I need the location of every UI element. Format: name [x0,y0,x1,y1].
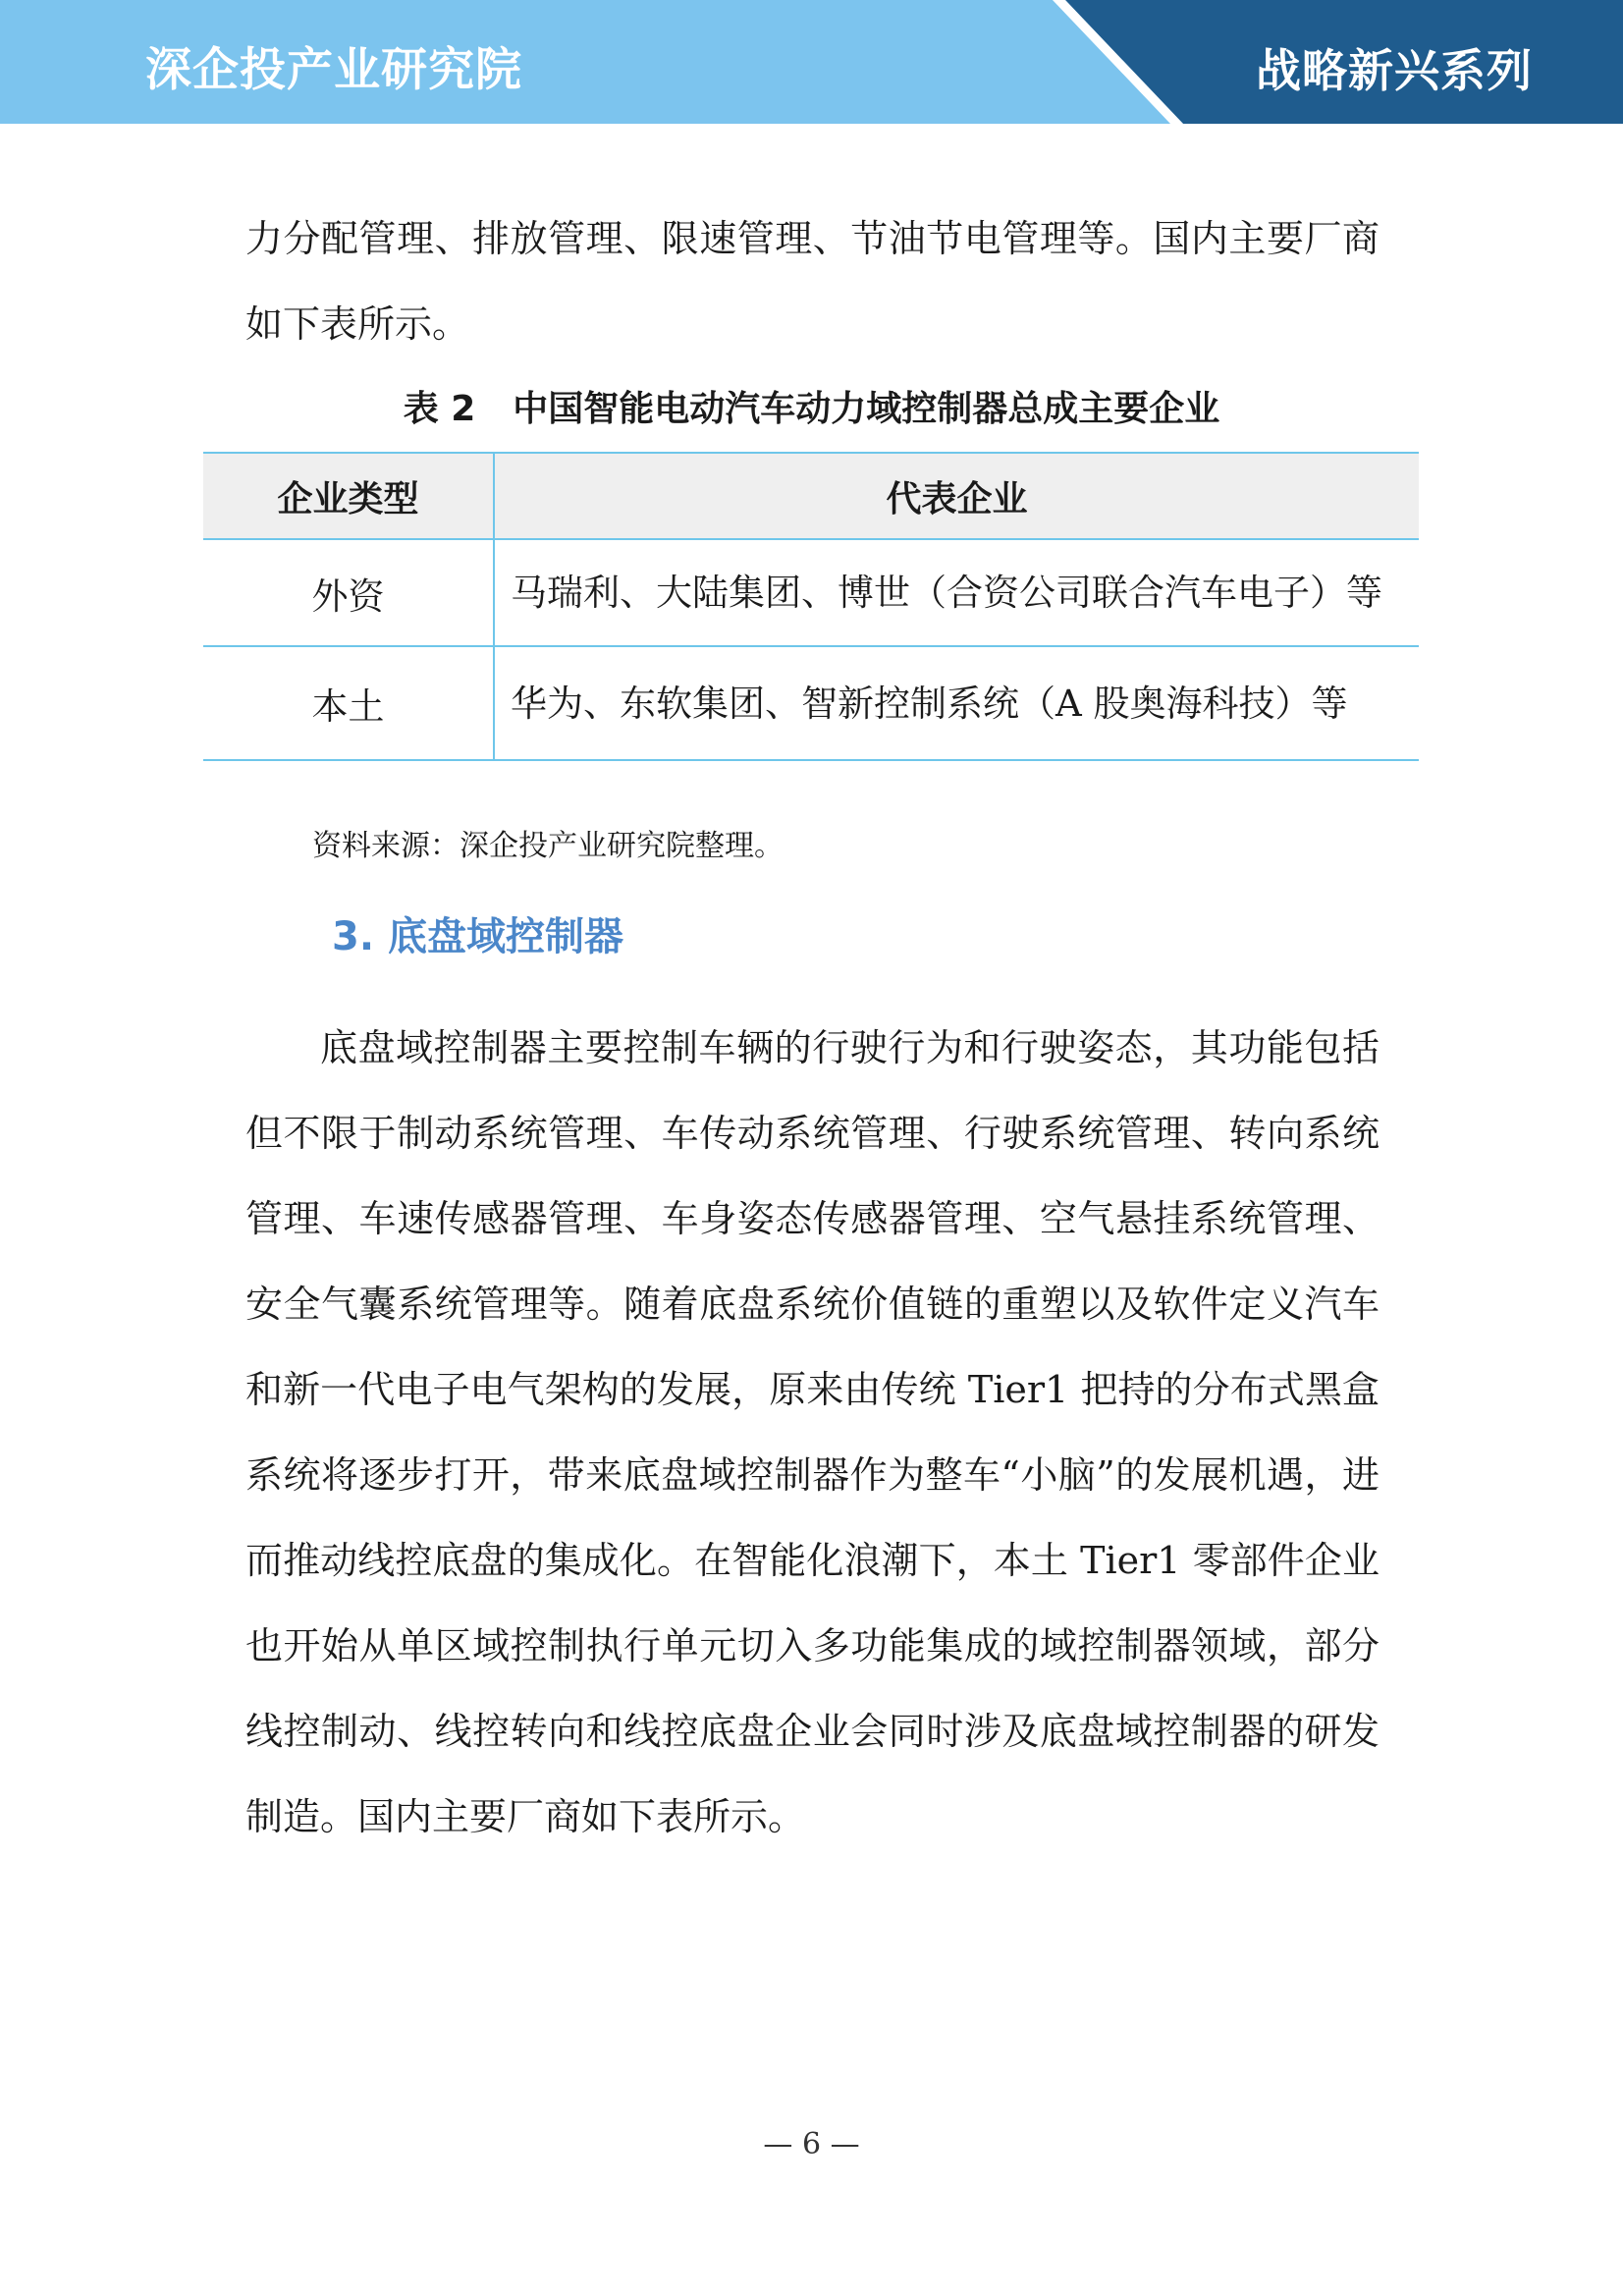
table-header-type: 企业类型 [203,453,494,539]
table-cell-companies: 华为、东软集团、智新控制系统（A 股奥海科技）等 [494,646,1419,760]
header-banner [0,0,1623,124]
table-source-note: 资料来源：深企投产业研究院整理。 [312,829,784,863]
table-header-row [203,453,1419,539]
companies-table [203,452,1419,761]
table-row [203,539,1419,646]
header-series-title: 战略新兴系列 [1256,44,1533,97]
page-number: — 6 — [763,2127,860,2161]
table-caption-number: 表 2 [403,389,476,429]
intro-paragraph: 力分配管理、排放管理、限速管理、节油节电管理等。国内主要厂商如下表所示。 [245,217,1380,346]
table-caption [0,381,1623,431]
table-caption-title: 中国智能电动汽车动力域控制器总成主要企业 [513,389,1220,429]
chassis-paragraph: 底盘域控制器主要控制车辆的行驶行为和行驶姿态，其功能包括但不限于制动系统管理、车传动系统管理、行驶系统管理、转向系统管理、车速传感器管理、车身姿态传感器管理、空气悬挂系统管理、安全气囊系统管理等。随着底盘系统价值链的重塑以及软件定义汽车和新一代电子电气架构的发展，原来由传统 Tier1 把持的分布式黑盒系统将逐步打开，带来底盘域控制器作为整车“小脑”的发展机遇，进而推动线控底盘的集成化。在智能化浪潮下，本土 Tier1 零部件企业也开始从单区域控制执行单元切入多功能集成的域控制器领域，部分线控制动、线控转向和线控底盘企业会同时涉及底盘域控制器的研发制造。国内主要厂商如下表所示。 [245,1026,1380,1838]
table-row [203,646,1419,760]
table-cell-companies: 马瑞利、大陆集团、博世（合资公司联合汽车电子）等 [494,539,1419,646]
table-cell-type: 本土 [203,646,494,760]
table-header-companies: 代表企业 [494,453,1419,539]
section-heading: 3. 底盘域控制器 [332,914,623,959]
table-cell-type: 外资 [203,539,494,646]
header-institute-title: 深企投产业研究院 [145,43,522,97]
